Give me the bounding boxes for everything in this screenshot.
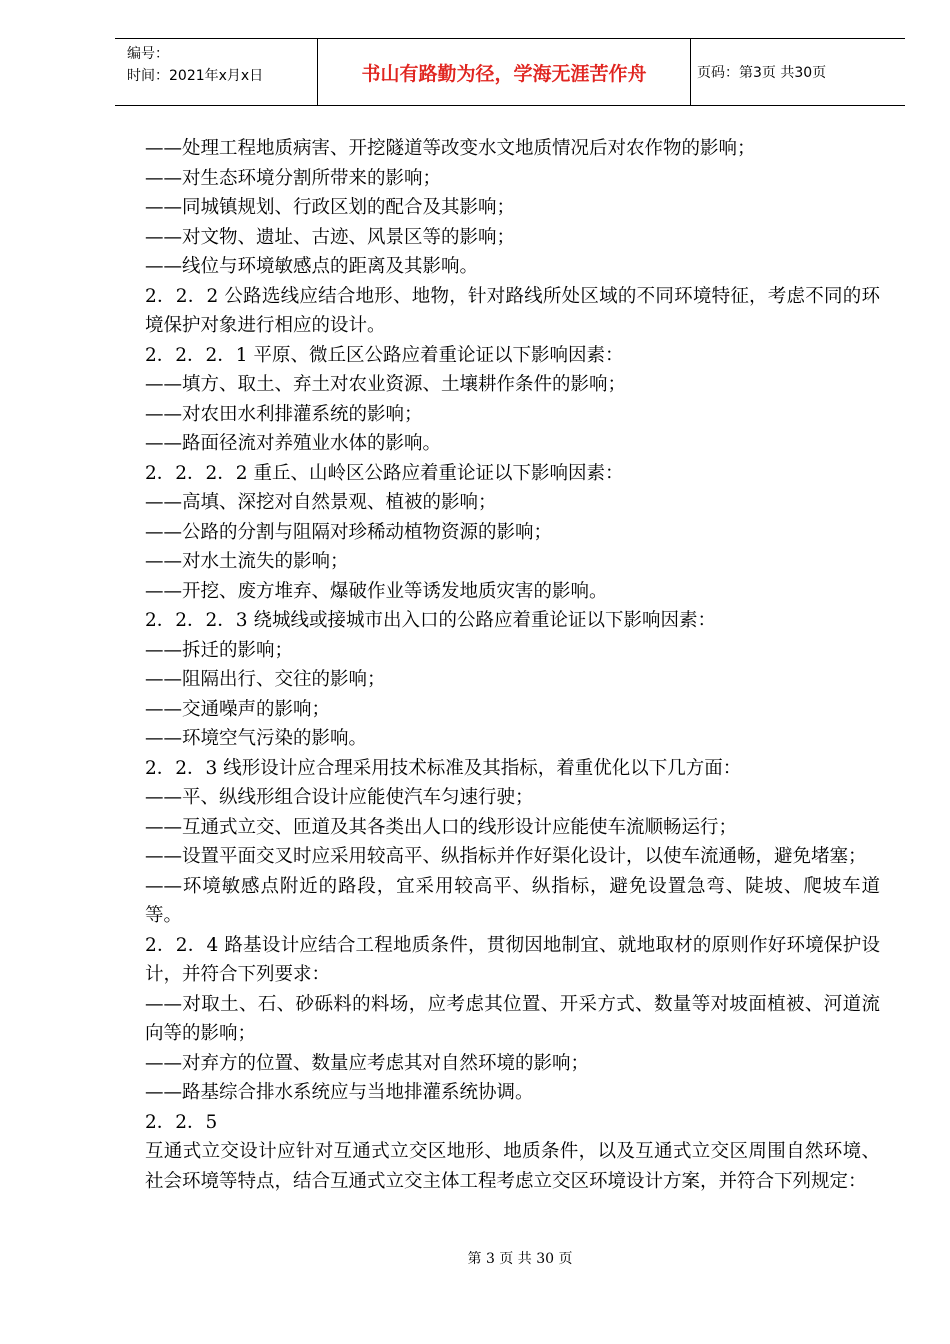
body-paragraph: ——对生态环境分割所带来的影响； — [145, 167, 442, 189]
body-paragraph: 2．2．3 线形设计应合理采用技术标准及其指标，着重优化以下几方面： — [145, 757, 742, 779]
body-paragraph: ——设置平面交叉时应采用较高平、纵指标并作好渠化设计，以使车流通畅，避免堵塞； — [145, 846, 867, 867]
body-paragraph: 2．2．2．3 绕城线或接城市出入口的公路应着重论证以下影响因素： — [145, 610, 716, 631]
header-page-number: 页码：第3页 共30页 — [697, 65, 827, 81]
body-paragraph: ——路基综合排水系统应与当地排灌系统协调。 — [145, 1082, 534, 1103]
body-paragraph: ——线位与环境敏感点的距离及其影响。 — [145, 256, 479, 277]
body-paragraph: ——对农田水利排灌系统的影响； — [145, 403, 423, 425]
body-paragraph: ——填方、取土、弃土对农业资源、土壤耕作条件的影响； — [145, 374, 627, 395]
document-body — [145, 134, 880, 1196]
body-paragraph: ——平、纵线形组合设计应能使汽车匀速行驶； — [145, 787, 534, 808]
body-paragraph: ——对文物、遗址、古迹、风景区等的影响； — [145, 226, 516, 248]
body-paragraph: ——对取土、石、砂砾料的料场，应考虑其位置、开采方式、数量等对坡面植被、河道流向等的影响； — [145, 993, 880, 1044]
body-paragraph: ——路面径流对养殖业水体的影响。 — [145, 433, 442, 454]
body-paragraph: ——环境空气污染的影响。 — [145, 728, 368, 749]
body-paragraph: ——环境敏感点附近的路段，宜采用较高平、纵指标，避免设置急弯、陡坡、爬坡车道等。 — [145, 875, 880, 926]
body-paragraph: 2．2．5 — [145, 1111, 218, 1133]
body-paragraph: ——高填、深挖对自然景观、植被的影响； — [145, 492, 497, 513]
document-number-label: 编号： — [127, 46, 169, 62]
body-paragraph: ——开挖、废方堆弃、爆破作业等诱发地质灾害的影响。 — [145, 580, 608, 602]
body-paragraph: ——同城镇规划、行政区划的配合及其影响； — [145, 197, 516, 218]
body-paragraph: ——互通式立交、匝道及其各类出人口的线形设计应能使车流顺畅运行； — [145, 816, 738, 838]
body-paragraph: ——处理工程地质病害、开挖隧道等改变水文地质情况后对农作物的影响； — [145, 138, 756, 159]
body-paragraph: 2．2．4 路基设计应结合工程地质条件，贯彻因地制宜、就地取材的原则作好环境保护设计，并符合下列要求： — [145, 934, 880, 985]
page-footer: 第 3 页 共 30 页 — [467, 1251, 573, 1267]
body-paragraph: 2．2．2．1 平原、微丘区公路应着重论证以下影响因素： — [145, 344, 624, 366]
page-header — [115, 38, 905, 106]
body-paragraph: ——对水土流失的影响； — [145, 551, 349, 572]
body-paragraph: 2．2．2．2 重丘、山岭区公路应着重论证以下影响因素： — [145, 462, 624, 484]
body-paragraph: ——交通噪声的影响； — [145, 698, 331, 720]
body-paragraph: ——公路的分割与阻隔对珍稀动植物资源的影响； — [145, 521, 553, 543]
document-time-label: 时间：2021年x月x日 — [127, 68, 264, 84]
body-paragraph: ——拆迁的影响； — [145, 639, 294, 661]
header-meta — [115, 39, 318, 105]
body-paragraph: ——对弃方的位置、数量应考虑其对自然环境的影响； — [145, 1052, 590, 1074]
body-paragraph: 2．2．2 公路选线应结合地形、地物，针对路线所处区域的不同环境特征，考虑不同的环境保护对象进行相应的设计。 — [145, 285, 880, 336]
header-motto: 书山有路勤为径，学海无涯苦作舟 — [318, 39, 691, 105]
body-paragraph: 互通式立交设计应针对互通式立交区地形、地质条件，以及互通式立交区周围自然环境、社会环境等特点，结合互通式立交主体工程考虑立交区环境设计方案，并符合下列规定： — [145, 1141, 880, 1192]
body-paragraph: ——阻隔出行、交往的影响； — [145, 669, 386, 690]
